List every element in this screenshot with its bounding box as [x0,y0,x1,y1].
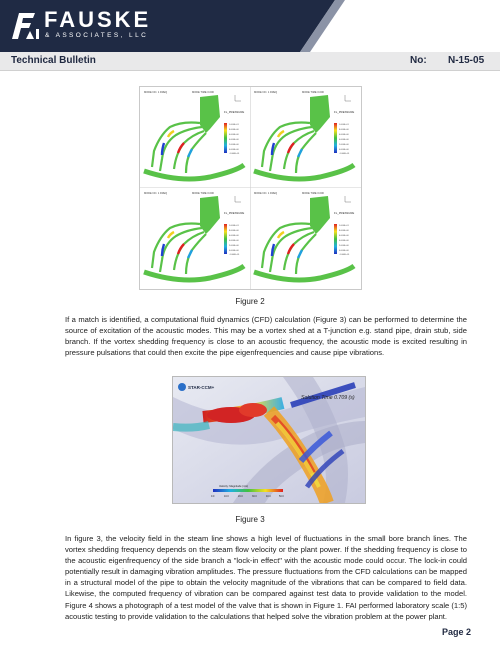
paragraph-1: If a match is identified, a computational fluid dynamics (CFD) calculation (Figure 3) can be performed to determine the source of excitation of the acoustic modes. This may be a vortex shed at a T-junction e.g. stand pipe, drain stub, side branch. If the vortex shedding frequency is close to an acoustic frequency, the acoustic mode is excited resulting in pressure pulsations that could then excite the pipe eigenfrequencies and cause pipe vibrations. [65,315,467,358]
svg-text:30.0: 30.0 [252,495,257,498]
company-subtitle: & ASSOCIATES, LLC [45,32,149,39]
svg-text:Velocity: Magnitude (m/s): Velocity: Magnitude (m/s) [219,485,249,488]
cfd-velocity-illustration [173,377,365,503]
svg-text:40.0: 40.0 [266,495,271,498]
company-name: FAUSKE [44,7,152,32]
figure-3-image [172,376,366,504]
bulletin-number-label: No: [410,55,427,66]
svg-text:0.0: 0.0 [211,495,215,498]
svg-text:50.0: 50.0 [279,495,284,498]
page-header [0,0,500,52]
svg-text:-1.000E+01: -1.000E+01 [229,153,240,155]
svg-text:STAR-CCM+: STAR-CCM+ [188,385,215,390]
svg-text:10.0: 10.0 [224,495,229,498]
svg-text:MODE NO. 1 FREQ: MODE NO. 1 FREQ [144,91,168,94]
bulletin-title: Technical Bulletin [11,55,96,66]
svg-text:Solution Time 0.709 (s): Solution Time 0.709 (s) [301,395,355,401]
svg-text:0.000E+00: 0.000E+00 [229,149,239,151]
star-ccm-logo [178,383,215,391]
svg-text:2.000E+00: 2.000E+00 [229,144,239,146]
figure-3-caption: Figure 3 [235,515,265,524]
page-number: Page 2 [442,627,472,637]
bulletin-number: N-15-05 [448,55,485,66]
svg-text:4.000E+00: 4.000E+00 [229,139,239,141]
paragraph-2: In figure 3, the velocity field in the steam line shows a high level of fluctuations in the small bore branch lines. The vortex shedding frequency depends on the steam flow velocity or the plant power. If the shedding frequency is close to the acoustic eigenfrequency of the side branch a "lock-in effect" with the acoustic mode could occur. The lock-in could potentially result in damaging vibration amplitudes. The pressure fluctuations from the CFD calculations can be mapped in a structural model of the pipe to obtain the velocity magnitude of the vibrations that can be compared to field data. Likewise, the computed frequency of vibration can be compared against test data to provide validation to the model. Figure 4 shows a photograph of a test model of the valve that is shown in Figure 1. FAI performed laboratory scale (1:5) acoustic testing to provide validation to the calculations that helped solve the vibration problem at the power plant. [65,534,467,621]
svg-text:8.000E+00: 8.000E+00 [229,129,239,131]
acoustic-modes-illustration [140,87,361,289]
svg-text:FL_PRESSURE: FL_PRESSURE [224,110,245,114]
svg-text:20.0: 20.0 [238,495,243,498]
svg-text:MODE TIME 0.000: MODE TIME 0.000 [192,91,214,94]
bulletin-bar [0,52,500,71]
figure-2-caption: Figure 2 [235,297,265,306]
figure-2-image [139,86,362,290]
svg-text:1.000E+01: 1.000E+01 [229,124,239,126]
svg-text:6.000E+00: 6.000E+00 [229,134,239,136]
fai-logo-icon [9,9,41,42]
